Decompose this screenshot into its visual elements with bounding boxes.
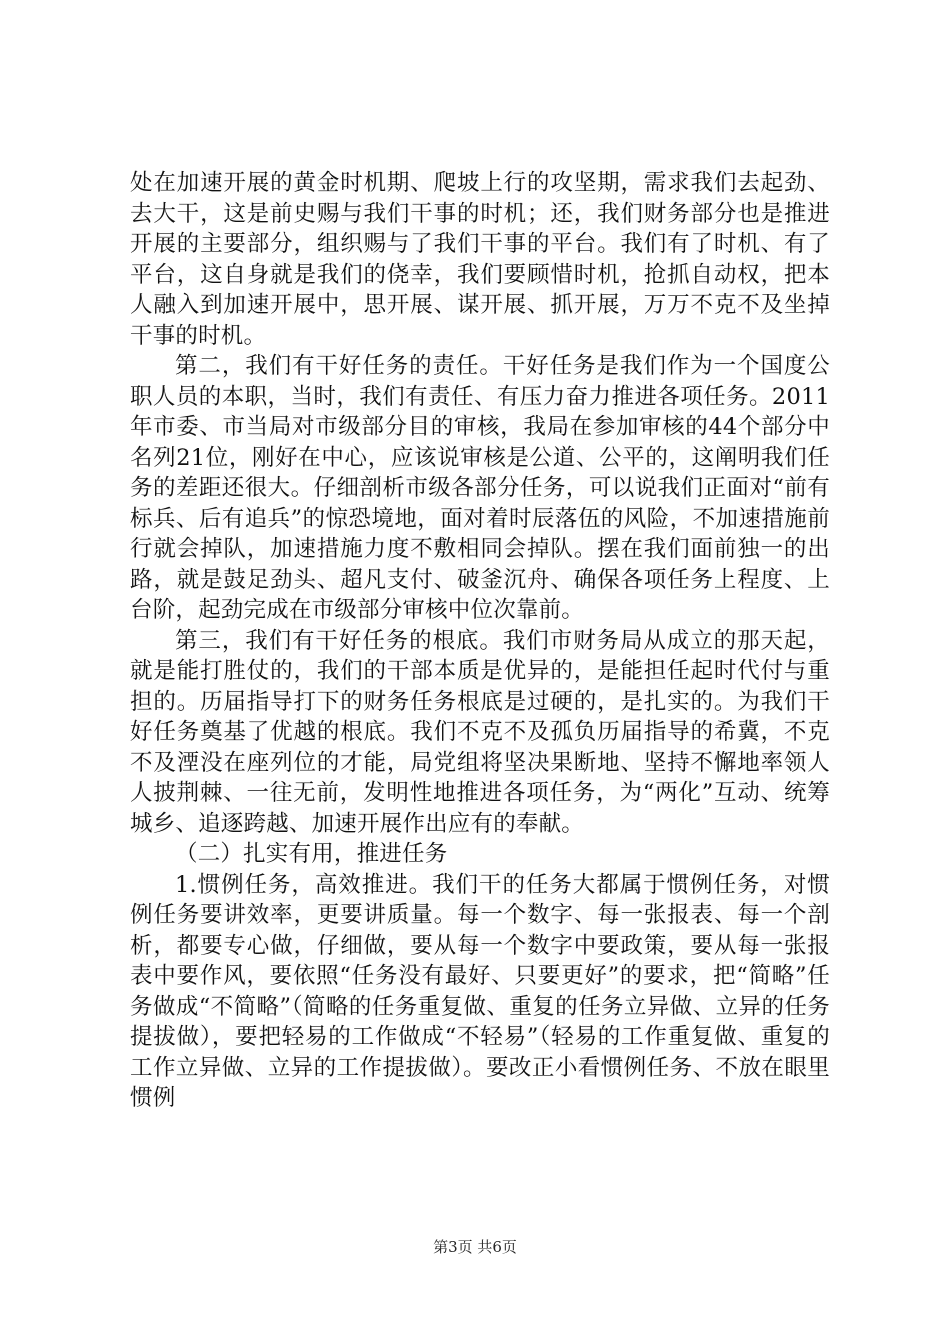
section-heading-2: （二）扎实有用，推进任务 [175,841,448,867]
paragraph-routine-tasks: 1.惯例任务，高效推进。我们干的任务大都属于惯例任务，对惯例任务要讲效率，更要讲质量。每一个数字、每一张报表、每一个剖析，都要专心做，仔细做，要从每一个数字中要政策，要从每一张报表中要作风，要依照“任务没有最好、只要更好”的要求，把“简略”任务做成“不简略”（简略的任务重复做、重复的任务立异做、立异的任务提拔做），要把轻易的工作做成“不轻易”（轻易的工作重复做、重复的工作立异做、立异的工作提拔做）。要改正小看惯例任务、不放在眼里惯例 [130,871,830,1111]
page-number-label: 第3页 共6页 [433,1238,517,1256]
paragraph-opportunity-continued: 处在加速开展的黄金时机期、爬坡上行的攻坚期，需求我们去起劲、去大干，这是前史赐与我们干事的时机；还，我们财务部分也是推进开展的主要部分，组织赐与了我们干事的平台。我们有了时机、有了平台，这自身就是我们的侥幸，我们要顾惜时机，抢抓自动权，把本人融入到加速开展中，思开展、谋开展、抓开展，万万不克不及坐掉干事的时机。 [130,170,830,349]
document-body [130,168,830,1114]
paragraph-third-foundation: 第三，我们有干好任务的根底。我们市财务局从成立的那天起，就是能打胜仗的，我们的干部本质是优异的，是能担任起时代付与重担的。历届指导打下的财务任务根底是过硬的，是扎实的。为我们干好任务奠基了优越的根底。我们不克不及孤负历届指导的希冀，不克不及湮没在座列位的才能，局党组将坚决果断地、坚持不懈地率领人人披荆棘、一往无前，发明性地推进各项任务，为“两化”互动、统筹城乡、追逐跨越、加速开展作出应有的奉献。 [130,627,830,837]
paragraph-second-responsibility: 第二，我们有干好任务的责任。干好任务是我们作为一个国度公职人员的本职，当时，我们有责任、有压力奋力推进各项任务。2011年市委、市当局对市级部分目的审核，我局在参加审核的44个部分中名列21位，刚好在中心，应该说审核是公道、公平的，这阐明我们任务的差距还很大。仔细剖析市级各部分任务，可以说我们正面对“前有标兵、后有追兵”的惊恐境地，面对着时辰落伍的风险，不加速措施前行就会掉队，加速措施力度不敷相同会掉队。摆在我们面前独一的出路，就是鼓足劲头、超凡支付、破釜沉舟、确保各项任务上程度、上台阶，起劲完成在市级部分审核中位次靠前。 [130,353,830,623]
page-footer [0,1236,950,1257]
